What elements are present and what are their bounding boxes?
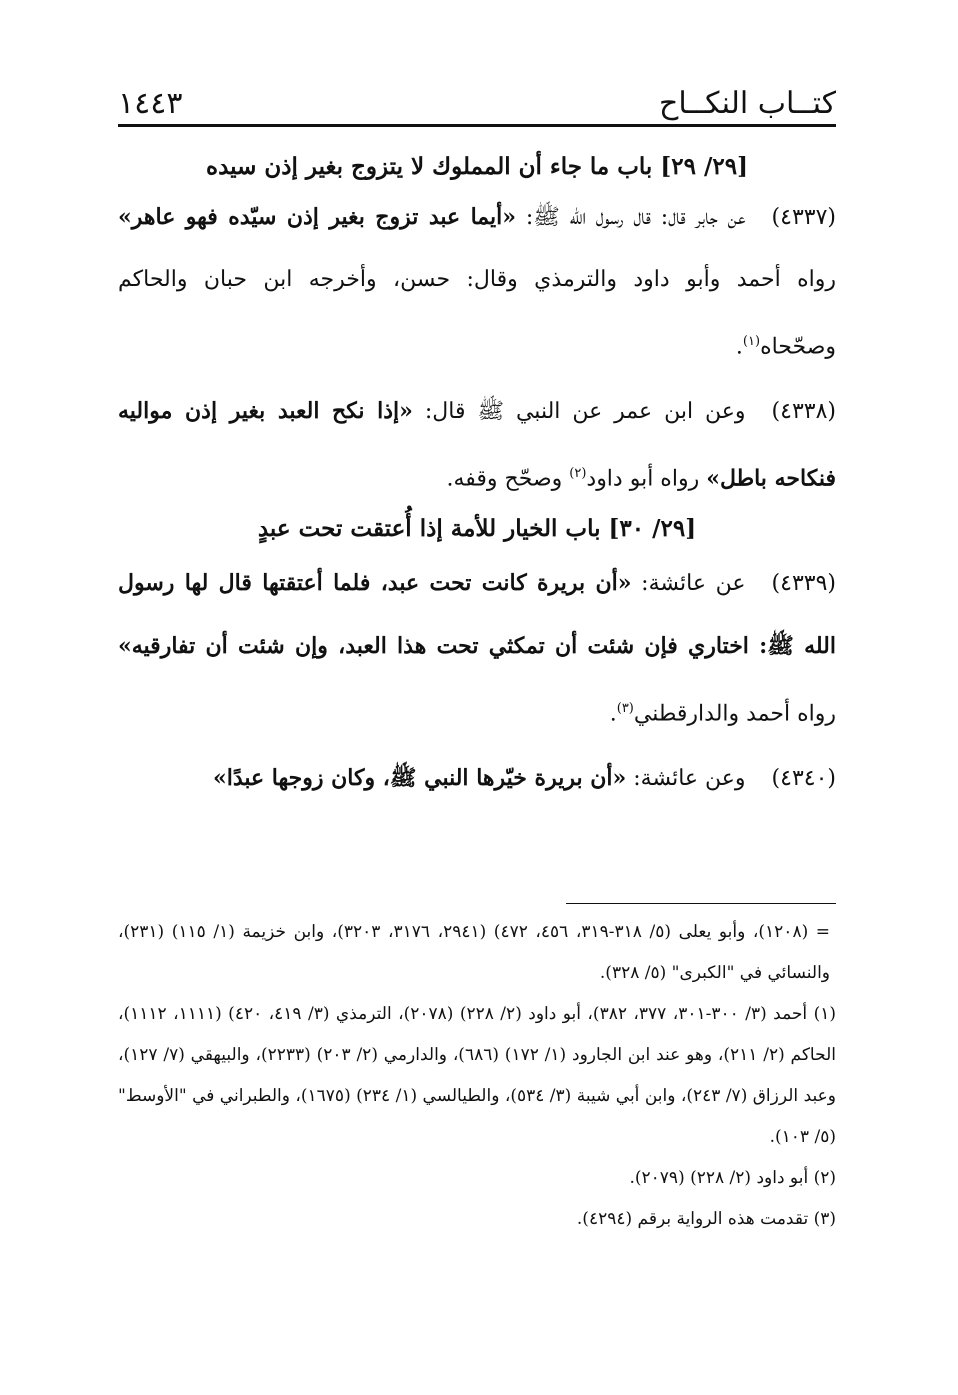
footnote-separator [566,903,836,904]
footnote-item: (١) أحمد (٣/ ٣٠٠-٣٠١، ٣٧٧، ٣٨٢)، أبو داود (٢/ ٢٢٨) (٢٠٧٨)، الترمذي (٣/ ٤١٩، ٤٢٠) (١١١١، ١١١٢)، الحاكم (٢/ ٢١١)، وهو عند ابن الجارود (١/ ١٧٢) (٦٨٦)، والدارمي (٢/ ٢٠٣) (٢٢٣٣)، والبيهقي (٧/ ١٢٧)، وعبد الرزاق (٧/ ٢٤٣)، وابن أبي شيبة (٣/ ٥٣٤)، والطيالسي (١/ ٢٣٤) (١٦٧٥)، والطبراني في "الأوسط" (٥/ ١٠٣). [118,1004,836,1147]
footnote-item: (٣) تقدمت هذه الرواية برقم (٤٢٩٤). [576,1209,836,1229]
page-number: ١٤٤٣ [118,86,183,121]
hadith-text: «أن بريرة كانت تحت عبد، فلما أعتقتها قال لها رسول الله ﷺ: اختاري فإن شئت أن تمكثي تحت هذا العبد، وإن شئت أن تفارقيه» [118,569,836,659]
hadith-entry [118,186,836,378]
footnotes [118,912,836,1240]
hadith-source: رواه أحمد والدارقطني [633,700,836,726]
hadith-end: . [735,334,743,360]
footnote-continuation: = (١٢٠٨)، وأبو يعلى (٥/ ٣١٨-٣١٩، ٤٥٦، ٤٧٢) (٢٩٤١، ٣١٧٦، ٣٢٠٣)، وابن خزيمة (١/ ١١٥) (٢٣١)، والنسائي في "الكبرى" (٥/ ٣٢٨). [118,922,831,983]
hadith-number: (٤٣٣٧) [771,205,836,230]
hadith-number: (٤٣٣٩) [771,570,836,596]
hadith-text: «إذا نكح العبد بغير إذن مواليه فنكاحه باطل» [118,398,836,492]
hadith-entry [118,552,836,745]
hadith-entry [118,747,836,810]
chapter-title: [٢٩/ ٣٠] باب الخيار للأمة إذا أُعتقت تحت عبدٍ [257,514,697,542]
hadith-number: (٤٣٤٠) [771,765,836,791]
footnote-ref: (١) [742,334,761,349]
hadith-source: رواه أحمد وأبو داود والترمذي وقال: حسن، وأخرجه ابن حبان والحاكم وصحّحاه [118,267,836,360]
hadith-text: «أن بريرة خيّرها النبي ﷺ، وكان زوجها عبدًا» [212,764,627,791]
footnote-ref: (٣) [616,700,634,716]
footnote-separator-wrap [118,903,836,904]
book-title: كتــاب النكــاح [658,86,836,121]
running-header [118,80,836,127]
hadith-intro: وعن عائشة: [633,765,746,791]
footnote-item: (٢) أبو داود (٢/ ٢٢٨) (٢٠٧٩). [629,1168,836,1188]
chapter-title: [٢٩/ ٢٩] باب ما جاء أن المملوك لا يتزوج بغير إذن سيده [206,153,748,180]
footnote-ref: (٢) [569,466,587,482]
book-page [118,80,836,1229]
hadith-intro: عن جابر قال: قال رسول الله ﷺ: [525,205,746,230]
hadith-text: «أيما عبد تزوج بغير إذن سيّده فهو عاهر» [118,204,517,230]
hadith-intro: عن عائشة: [641,570,746,596]
hadith-entry [118,380,836,510]
hadith-intro: وعن ابن عمر عن النبي ﷺ قال: [424,399,746,425]
hadith-end: . [609,700,617,726]
hadith-number: (٤٣٣٨) [771,399,836,425]
hadith-source: رواه أبو داود [586,466,707,492]
hadith-end: وصحّح وقفه. [446,466,570,492]
